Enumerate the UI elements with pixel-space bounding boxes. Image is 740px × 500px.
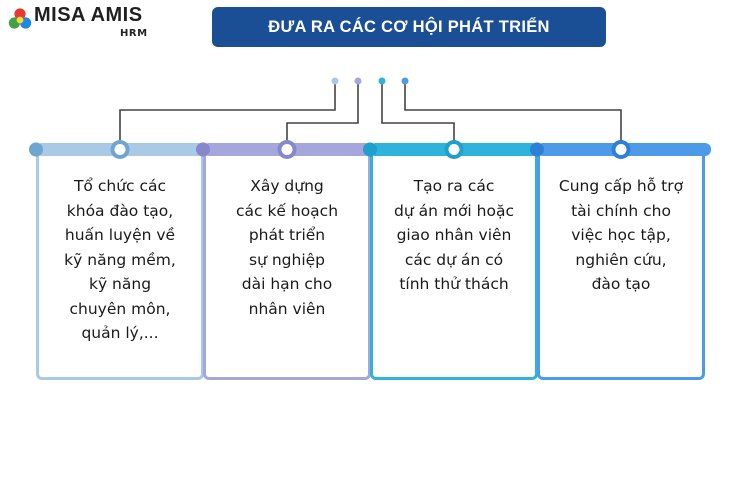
connector-line-1 <box>120 81 335 140</box>
brand-sub: HRM <box>120 28 148 39</box>
top-dot-2 <box>355 78 362 85</box>
bar-end-dot-2 <box>196 143 210 157</box>
top-dot-1 <box>332 78 339 85</box>
brand-name: MISA AMIS <box>34 4 143 26</box>
node-3 <box>445 140 464 159</box>
title-banner: ĐƯA RA CÁC CƠ HỘI PHÁT TRIỂN <box>212 7 606 47</box>
node-2 <box>278 140 297 159</box>
top-dot-3 <box>379 78 386 85</box>
card-2-text: Xây dựng các kế hoạch phát triển sự nghiệp dài hạn cho nhân viên <box>235 177 339 318</box>
card-4-text: Cung cấp hỗ trợ tài chính cho việc học tập, nghiên cứu, đào tạo <box>558 177 684 293</box>
bar-end-dot-1 <box>29 143 43 157</box>
bar-end-dot-4 <box>530 143 544 157</box>
card-1-text: Tổ chức các khóa đào tạo, huấn luyện về kỹ năng mềm, kỹ năng chuyên môn, quản lý,... <box>64 177 176 342</box>
node-4 <box>612 140 631 159</box>
card-3-text: Tạo ra các dự án mới hoặc giao nhân viên các dự án có tính thử thách <box>394 177 514 293</box>
bar-end-dot-3 <box>363 143 377 157</box>
connector-line-4 <box>405 81 621 140</box>
top-dot-4 <box>402 78 409 85</box>
node-1 <box>111 140 130 159</box>
